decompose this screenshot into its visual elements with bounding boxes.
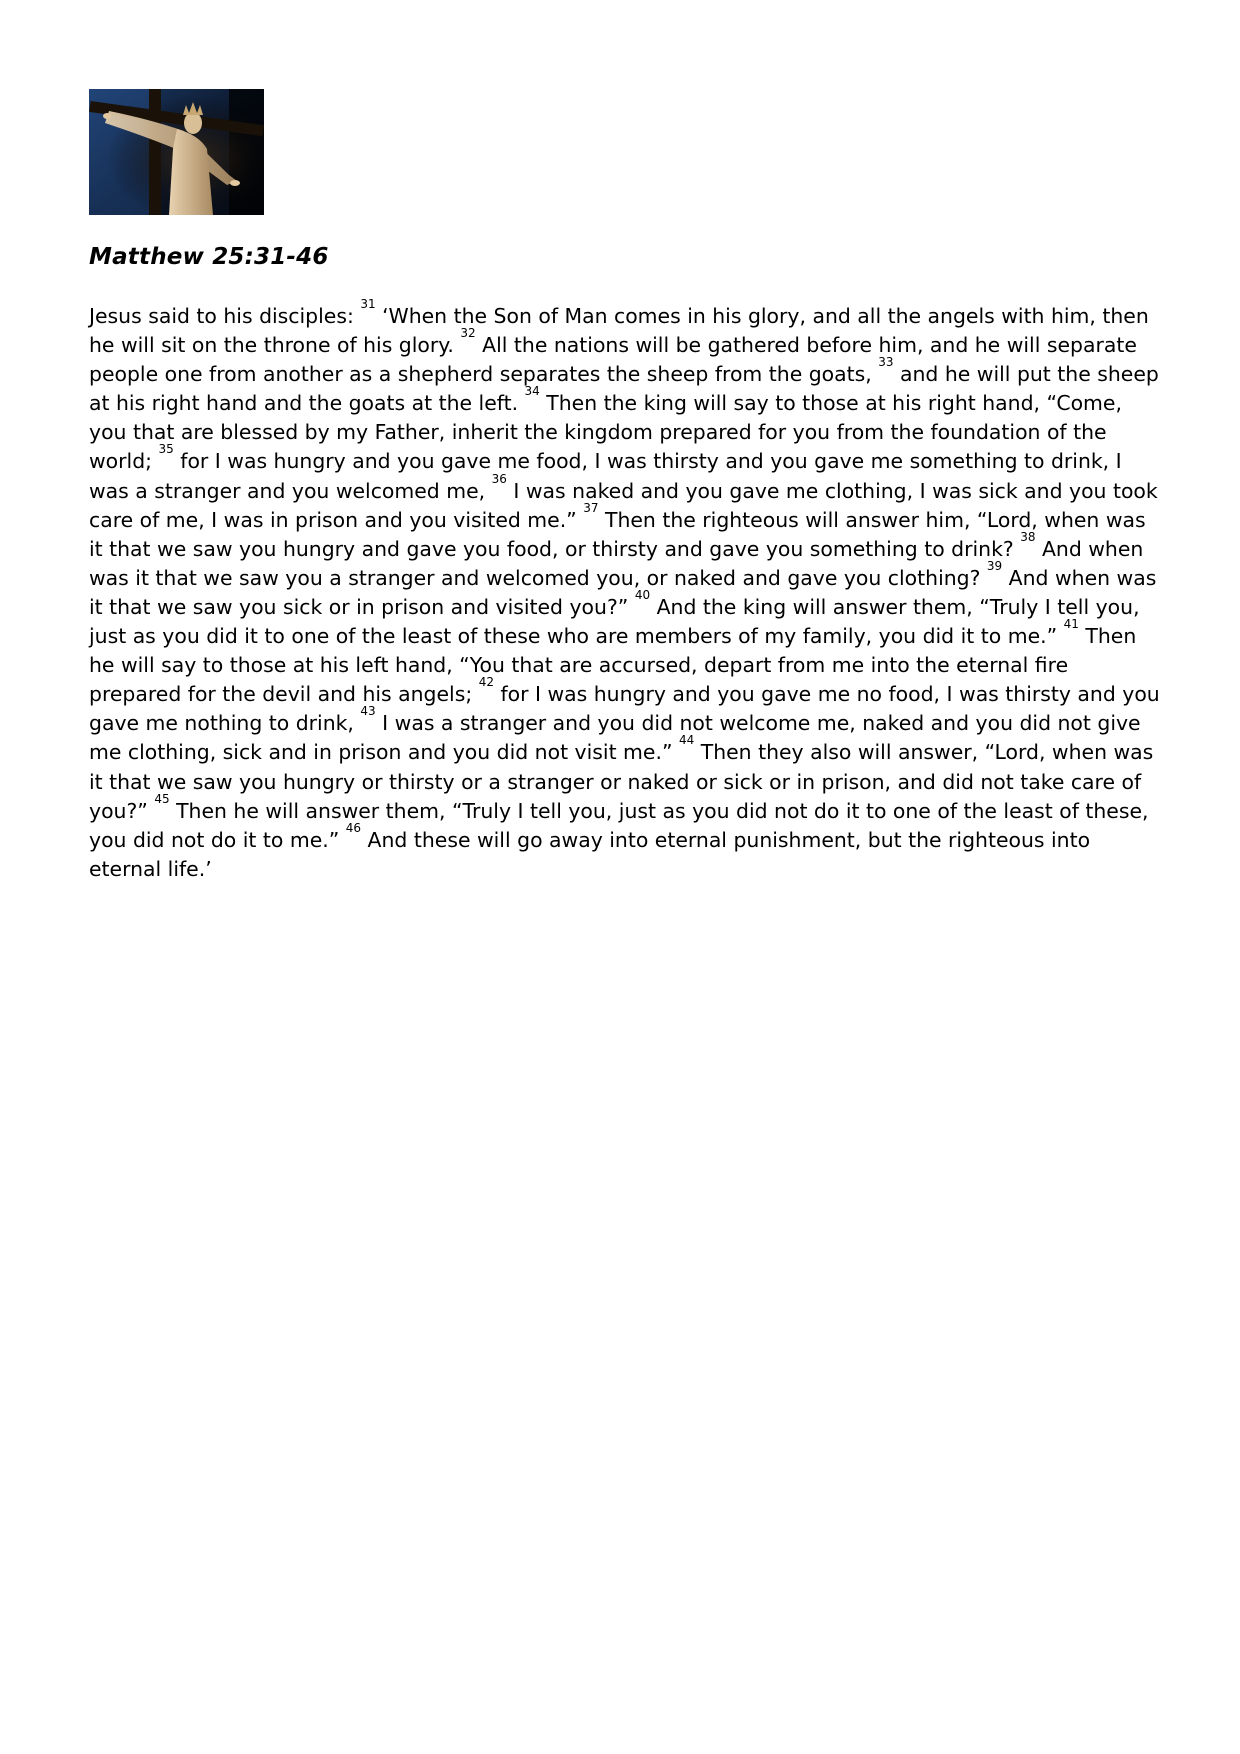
verse-number: 37 bbox=[583, 500, 599, 515]
verse-number: 45 bbox=[154, 791, 170, 806]
verse-text: Then the righteous will answer him, “Lord, when was it that we saw you hungry and gave you food, or thirsty and gave you something to drink? bbox=[89, 507, 1146, 561]
verse-text: All the nations will be gathered before him, and he will separate people one from another as a shepherd separates the sheep from the goats, bbox=[89, 333, 1137, 387]
verse-text: And when was it that we saw you sick or in prison and visited you?” bbox=[89, 565, 1157, 619]
verse-number: 41 bbox=[1063, 617, 1079, 632]
crucifix-image bbox=[89, 89, 264, 215]
verse-number: 44 bbox=[678, 733, 695, 748]
verse-number: 43 bbox=[360, 704, 376, 719]
verse-number: 33 bbox=[878, 355, 894, 370]
verse-text: I was naked and you gave me clothing, I was sick and you took care of me, I was in prison and you visited me.” bbox=[89, 478, 1158, 532]
crucifix-photo bbox=[89, 89, 264, 215]
verse-text: for I was hungry and you gave me food, I was thirsty and you gave me something to drink, I was a stranger and you welcomed me, bbox=[89, 449, 1122, 503]
verse-number: 34 bbox=[524, 384, 540, 399]
verse-number: 39 bbox=[986, 558, 1003, 573]
scripture-passage bbox=[89, 297, 1164, 884]
verse-number: 40 bbox=[634, 587, 651, 602]
verse-number: 32 bbox=[460, 326, 476, 341]
verse-text: Jesus said to his disciples: bbox=[89, 304, 361, 328]
verse-number: 35 bbox=[158, 442, 174, 457]
verse-number: 38 bbox=[1020, 529, 1036, 544]
verse-number: 36 bbox=[491, 471, 507, 486]
verse-text: I was a stranger and you did not welcome me, naked and you did not give me clothing, sick and in prison and you did not visit me.” bbox=[89, 711, 1141, 765]
verse-text: Then he will say to those at his left hand, “You that are accursed, depart from me into the eternal fire prepared for the devil and his angels; bbox=[89, 624, 1137, 707]
passage-title: Matthew 25:31-46 bbox=[89, 244, 329, 270]
verse-text: Then the king will say to those at his right hand, “Come, you that are blessed by my Father, inherit the kingdom prepared for you from the foundation of the world; bbox=[89, 391, 1122, 474]
verse-number: 42 bbox=[478, 675, 494, 690]
verse-text: And these will go away into eternal punishment, but the righteous into eternal life.’ bbox=[89, 827, 1091, 881]
verse-text: And when was it that we saw you a stranger and welcomed you, or naked and gave you clothing? bbox=[89, 536, 1144, 590]
verse-text: and he will put the sheep at his right hand and the goats at the left. bbox=[89, 362, 1159, 416]
verse-text: And the king will answer them, “Truly I tell you, just as you did it to one of the least of these who are members of my family, you did it to me.” bbox=[89, 594, 1140, 649]
verse-number: 31 bbox=[360, 297, 376, 311]
verse-number: 46 bbox=[345, 820, 362, 835]
verse-text: for I was hungry and you gave me no food, I was thirsty and you gave me nothing to drink, bbox=[89, 682, 1160, 736]
verse-text: Then he will answer them, “Truly I tell you, just as you did not do it to one of the least of these, you did not do it to me.” bbox=[89, 798, 1149, 852]
verse-text: ‘When the Son of Man comes in his glory, and all the angels with him, then he will sit on the throne of his glory. bbox=[89, 304, 1149, 358]
verse-text: Then they also will answer, “Lord, when was it that we saw you hungry or thirsty or a stranger or naked or sick or in prison, and did not take care of you?” bbox=[89, 740, 1154, 823]
